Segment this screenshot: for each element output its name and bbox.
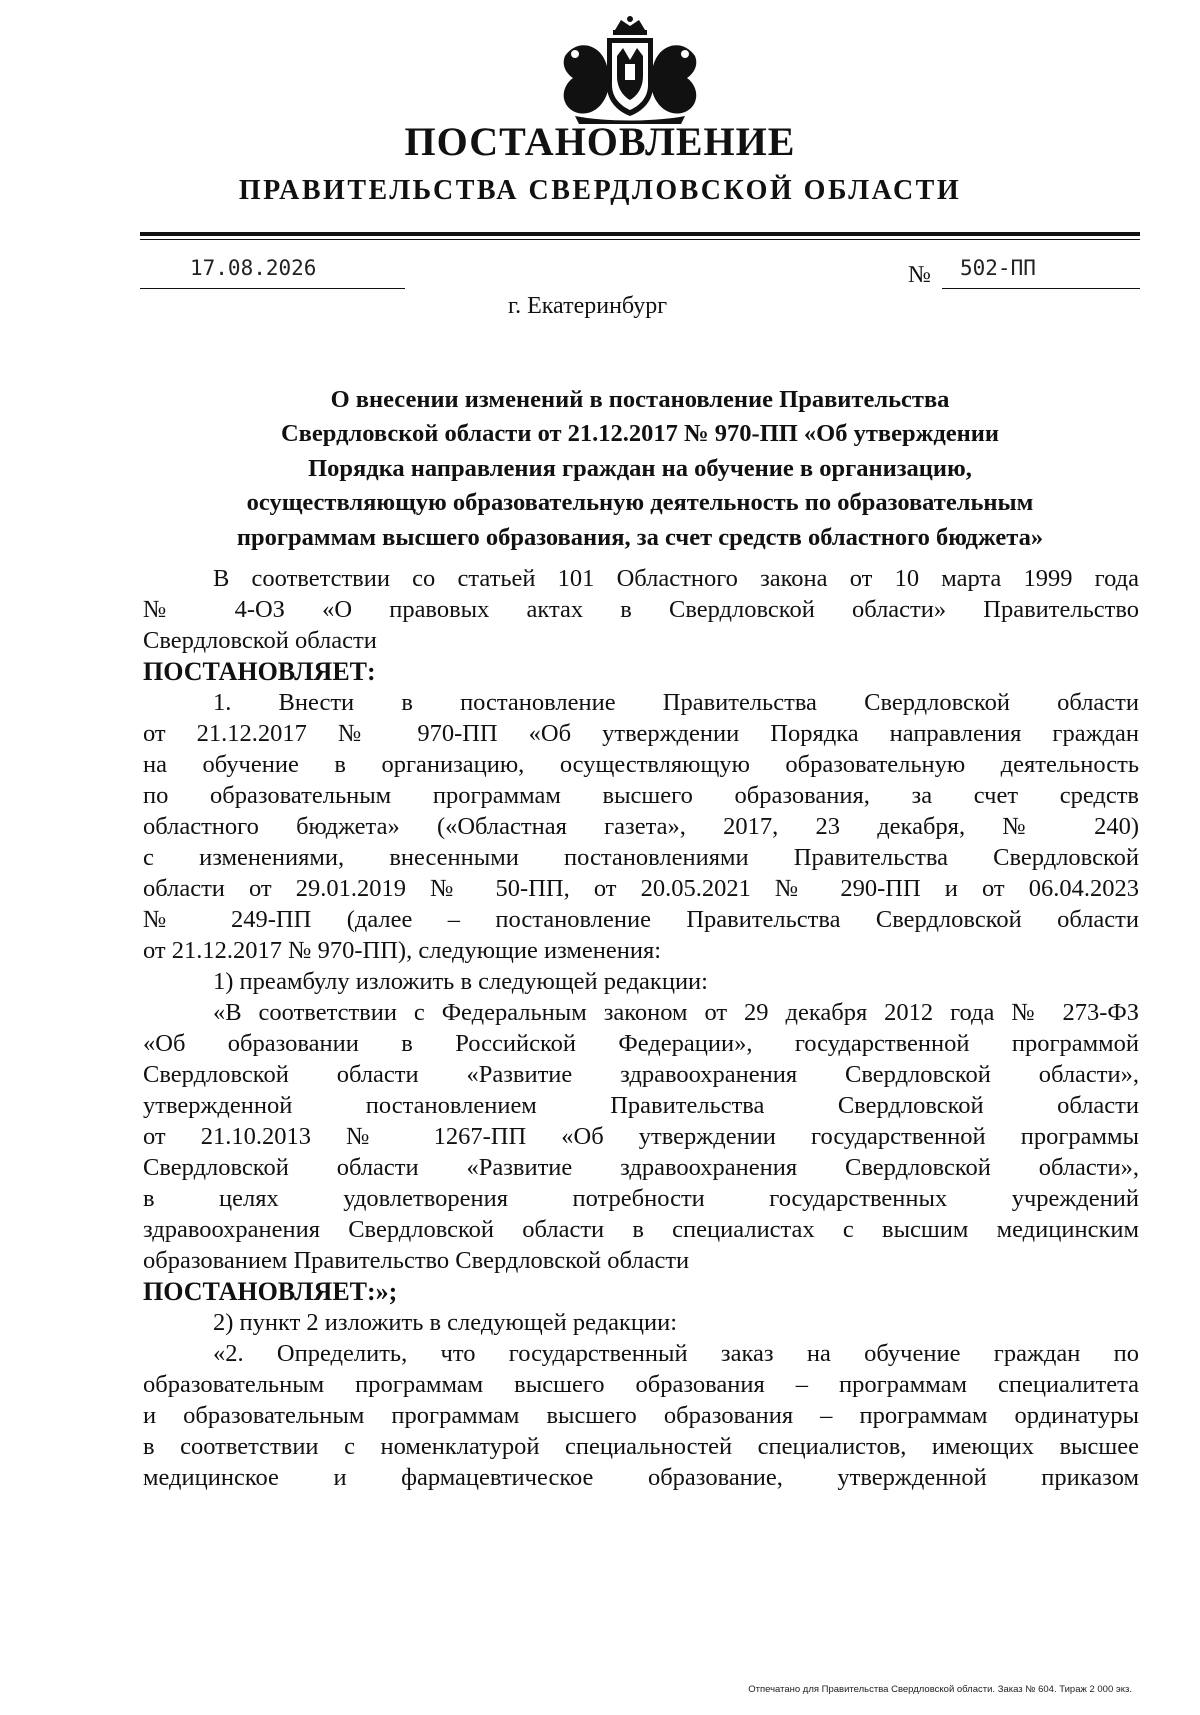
body-line: № 4-ОЗ «О правовых актах в Свердловской области» Правительство <box>143 596 1139 623</box>
document-issuer: ПРАВИТЕЛЬСТВА СВЕРДЛОВСКОЙ ОБЛАСТИ <box>238 175 962 206</box>
body-line: на обучение в организацию, осуществляющую образовательную деятельность <box>143 751 1139 778</box>
body-line: в целях удовлетворения потребности государственных учреждений <box>143 1185 1139 1212</box>
header-divider-thin <box>140 239 1140 240</box>
body-line: № 249-ПП (далее – постановление Правительства Свердловской области <box>143 906 1139 933</box>
body-line: образованием Правительство Свердловской области <box>143 1247 690 1274</box>
title-line: Порядка направления граждан на обучение в организацию, <box>308 454 972 482</box>
body-line: медицинское и фармацевтическое образование, утвержденной приказом <box>143 1464 1139 1491</box>
document-title <box>160 383 1120 555</box>
document-number: 502-ПП <box>960 256 1036 280</box>
document-city: г. Екатеринбург <box>507 293 668 319</box>
resolves-heading: ПОСТАНОВЛЯЕТ: <box>143 657 376 686</box>
body-line: «2. Определить, что государственный заказ на обучение граждан по <box>213 1340 1139 1367</box>
body-line: областного бюджета» («Областная газета», 2017, 23 декабря, № 240) <box>143 813 1139 840</box>
body-line: в соответствии с номенклатурой специальностей специалистов, имеющих высшее <box>143 1433 1139 1460</box>
body-line: Свердловской области <box>143 627 377 654</box>
body-line: Свердловской области «Развитие здравоохранения Свердловской области», <box>143 1154 1139 1181</box>
body-line: здравоохранения Свердловской области в специалистах с высшим медицинским <box>143 1216 1139 1243</box>
body-line: по образовательным программам высшего образования, за счет средств <box>143 782 1139 809</box>
title-line: О внесении изменений в постановление Правительства <box>330 386 950 413</box>
title-line: программам высшего образования, за счет средств областного бюджета» <box>236 523 1044 551</box>
document-type: ПОСТАНОВЛЕНИЕ <box>404 119 796 164</box>
body-line: «Об образовании в Российской Федерации», государственной программой <box>143 1030 1139 1057</box>
title-line: Свердловской области от 21.12.2017 № 970-ПП «Об утверждении <box>280 420 1000 448</box>
body-line: и образовательным программам высшего образования – программам ординатуры <box>143 1402 1139 1429</box>
number-sign: № <box>908 262 931 288</box>
body-line: 2) пункт 2 изложить в следующей редакции: <box>213 1309 678 1336</box>
date-field <box>140 254 405 289</box>
body-line: 1) преамбулу изложить в следующей редакции: <box>213 968 708 995</box>
document-date: 17.08.2026 <box>190 256 317 280</box>
header-divider <box>140 232 1140 236</box>
resolves-heading: ПОСТАНОВЛЯЕТ:»; <box>143 1277 398 1306</box>
body-line: области от 29.01.2019 № 50-ПП, от 20.05.2021 № 290-ПП и от 06.04.2023 <box>143 875 1139 902</box>
body-line: В соответствии со статьей 101 Областного закона от 10 марта 1999 года <box>213 565 1139 592</box>
body-line: утвержденной постановлением Правительства Свердловской области <box>143 1092 1139 1119</box>
body-line: 1. Внести в постановление Правительства Свердловской области <box>213 689 1139 716</box>
coat-of-arms-icon <box>555 16 705 126</box>
body-line: «В соответствии с Федеральным законом от 29 декабря 2012 года № 273-ФЗ <box>213 999 1139 1026</box>
number-field <box>942 254 1140 289</box>
body-line: от 21.10.2013 № 1267-ПП «Об утверждении государственной программы <box>143 1123 1139 1150</box>
body-line: Свердловской области «Развитие здравоохранения Свердловской области», <box>143 1061 1139 1088</box>
body-line: от 21.12.2017 № 970-ПП), следующие изменения: <box>143 937 662 964</box>
title-line: осуществляющую образовательную деятельность по образовательным <box>246 489 1034 517</box>
body-line: образовательным программам высшего образования – программам специалитета <box>143 1371 1139 1398</box>
body-line: от 21.12.2017 № 970-ПП «Об утверждении Порядка направления граждан <box>143 720 1139 747</box>
print-imprint: Отпечатано для Правительства Свердловской области. Заказ № 604. Тираж 2 000 экз. <box>748 1684 1132 1695</box>
body-line: с изменениями, внесенными постановлениями Правительства Свердловской <box>143 844 1139 871</box>
